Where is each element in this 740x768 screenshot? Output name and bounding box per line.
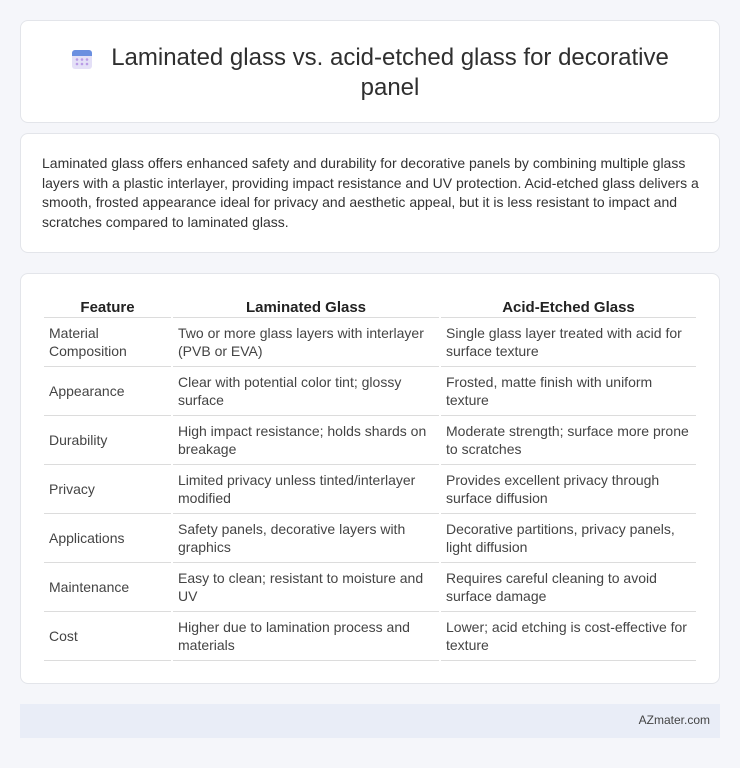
- feature-cell: Material Composition: [44, 318, 171, 367]
- table-row: [44, 465, 696, 514]
- table-row: [44, 416, 696, 465]
- comparison-table: [42, 296, 698, 661]
- laminated-cell: Safety panels, decorative layers with graphics: [173, 514, 439, 563]
- comparison-card: [20, 273, 720, 684]
- acid-etched-cell: Single glass layer treated with acid for surface texture: [441, 318, 696, 367]
- laminated-cell: Higher due to lamination process and materials: [173, 612, 439, 661]
- acid-etched-cell: Lower; acid etching is cost-effective for texture: [441, 612, 696, 661]
- table-header-row: [44, 296, 696, 318]
- table-row: [44, 318, 696, 367]
- acid-etched-cell: Decorative partitions, privacy panels, light diffusion: [441, 514, 696, 563]
- feature-cell: Privacy: [44, 465, 171, 514]
- laminated-cell: High impact resistance; holds shards on breakage: [173, 416, 439, 465]
- laminated-cell: Two or more glass layers with interlayer (PVB or EVA): [173, 318, 439, 367]
- feature-cell: Cost: [44, 612, 171, 661]
- header-feature: Feature: [44, 296, 171, 318]
- acid-etched-cell: Provides excellent privacy through surface diffusion: [441, 465, 696, 514]
- feature-cell: Maintenance: [44, 563, 171, 612]
- title-card: [20, 20, 720, 123]
- footer-bar: [20, 704, 720, 738]
- acid-etched-cell: Moderate strength; surface more prone to scratches: [441, 416, 696, 465]
- header-laminated: Laminated Glass: [173, 296, 439, 318]
- laminated-cell: Limited privacy unless tinted/interlayer modified: [173, 465, 439, 514]
- feature-cell: Durability: [44, 416, 171, 465]
- feature-cell: Appearance: [44, 367, 171, 416]
- table-row: [44, 612, 696, 661]
- feature-cell: Applications: [44, 514, 171, 563]
- footer-brand[interactable]: AZmater.com: [638, 713, 710, 727]
- table-row: [44, 563, 696, 612]
- table-row: [44, 367, 696, 416]
- summary-card: [20, 133, 720, 253]
- page-title: Laminated glass vs. acid-etched glass for decorative panel: [111, 44, 669, 101]
- acid-etched-cell: Frosted, matte finish with uniform texture: [441, 367, 696, 416]
- laminated-cell: Easy to clean; resistant to moisture and UV: [173, 563, 439, 612]
- table-row: [44, 514, 696, 563]
- summary-text: Laminated glass offers enhanced safety and durability for decorative panels by combining multiple glass layers with a plastic interlayer, providing impact resistance and UV protection. Acid-etched glass delivers a smooth, frosted appearance ideal for privacy and aesthetic appeal, but it is less resistant to impact and scratches compared to laminated glass.: [42, 155, 699, 230]
- header-acid-etched: Acid-Etched Glass: [441, 296, 696, 318]
- acid-etched-cell: Requires careful cleaning to avoid surface damage: [441, 563, 696, 612]
- laminated-cell: Clear with potential color tint; glossy surface: [173, 367, 439, 416]
